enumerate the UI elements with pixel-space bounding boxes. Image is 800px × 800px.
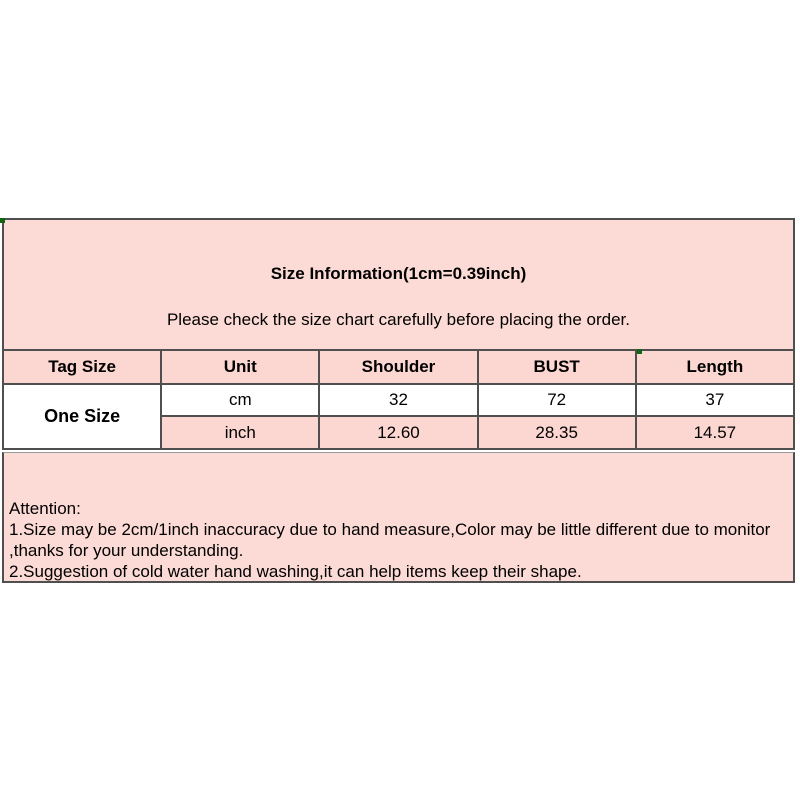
cell-unit-cm: cm	[161, 384, 319, 416]
size-info-title: Size Information(1cm=0.39inch)	[270, 264, 527, 283]
attention-heading: Attention:	[9, 499, 81, 518]
cell-inch-bust: 28.35	[478, 416, 636, 449]
cell-inch-shoulder: 12.60	[319, 416, 477, 449]
attention-line-1: 1.Size may be 2cm/1inch inaccuracy due to hand measure,Color may be little different due to monitor	[9, 520, 771, 539]
cell-cm-length: 37	[636, 384, 794, 416]
col-header-unit: Unit	[161, 350, 319, 384]
table-row-cm	[3, 384, 794, 416]
size-check-note: Please check the size chart carefully before placing the order.	[166, 310, 631, 329]
attention-line-2: ,thanks for your understanding.	[9, 541, 244, 560]
size-table-header-row	[3, 350, 794, 384]
cell-cm-bust: 72	[478, 384, 636, 416]
size-info-header	[2, 218, 795, 349]
green-artifact-column	[637, 349, 642, 354]
col-header-bust: BUST	[478, 350, 636, 384]
size-table	[2, 349, 795, 450]
col-header-tag-size: Tag Size	[3, 350, 161, 384]
green-artifact-corner	[0, 218, 5, 223]
size-info-sheet	[2, 218, 795, 583]
col-header-shoulder: Shoulder	[319, 350, 477, 384]
col-header-length: Length	[636, 350, 794, 384]
cell-unit-inch: inch	[161, 416, 319, 449]
cell-tag-size: One Size	[3, 384, 161, 449]
cell-inch-length: 14.57	[636, 416, 794, 449]
attention-note	[2, 452, 795, 583]
cell-cm-shoulder: 32	[319, 384, 477, 416]
attention-line-3: 2.Suggestion of cold water hand washing,it can help items keep their shape.	[9, 562, 582, 581]
